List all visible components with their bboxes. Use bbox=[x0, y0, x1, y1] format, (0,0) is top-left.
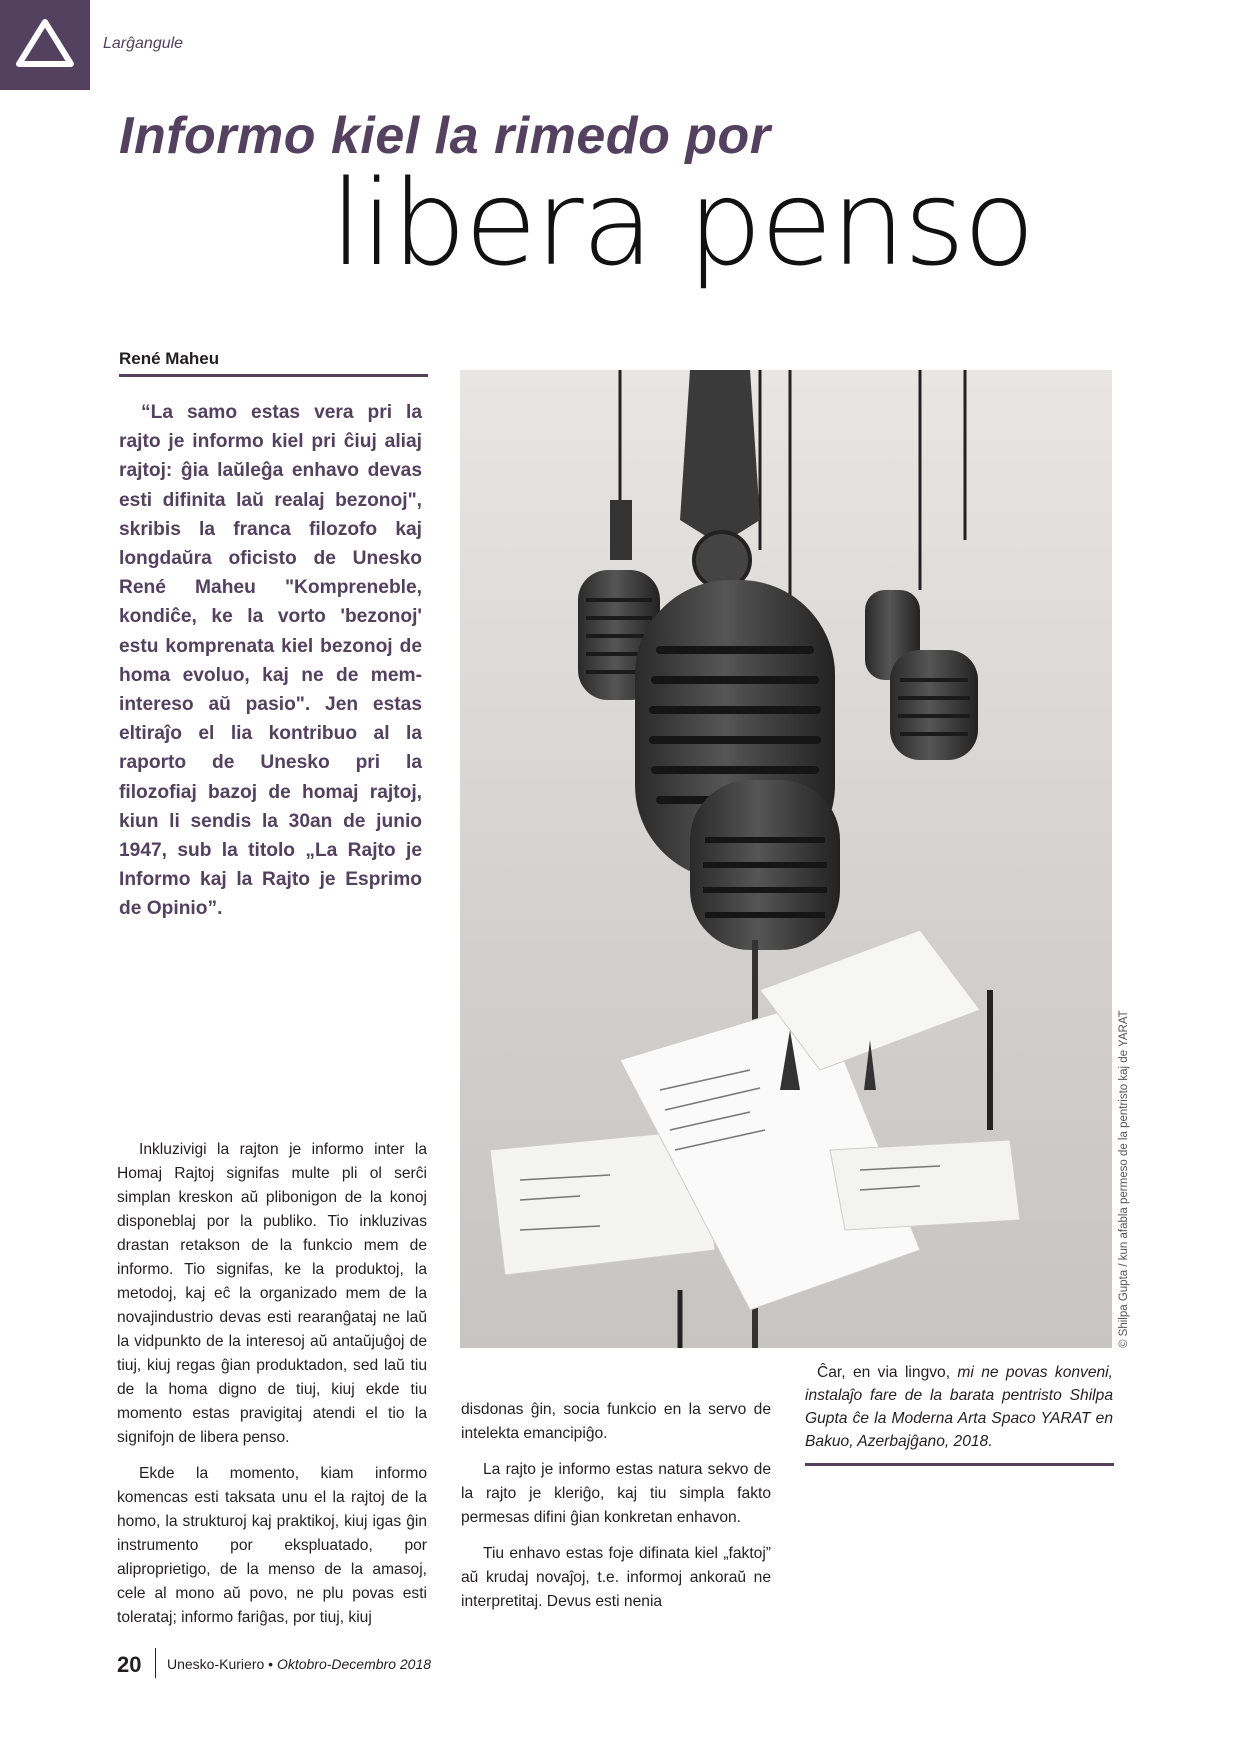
caption-text: mi ne povas konveni, instalaĵo fare de la barata pentristo Shilpa Gupta ĉe la Moderna Arta Spaco YARAT en Bakuo, Azerbajĝano, 2018. bbox=[805, 1364, 1113, 1450]
body-column-middle bbox=[461, 1398, 771, 1626]
author-name: René Maheu bbox=[119, 349, 220, 368]
section-tab bbox=[0, 0, 90, 90]
body-paragraph: disdonas ĝin, socia funkcio en la servo de intelekta emancipiĝo. bbox=[461, 1401, 771, 1442]
page-number: 20 bbox=[117, 1652, 142, 1677]
article-photo bbox=[460, 370, 1112, 1348]
issue-date: Oktobro-Decembro 2018 bbox=[276, 1656, 432, 1672]
triangle-logo-icon bbox=[14, 18, 76, 70]
publication-info bbox=[167, 1656, 431, 1672]
section-label: Larĝangule bbox=[103, 35, 184, 52]
body-paragraph: La rajto je informo estas natura sekvo de la rajto je kleriĝo, kaj tiu simpla fakto permesas difini ĝian konkretan enhavon. bbox=[461, 1461, 771, 1526]
body-paragraph: Tiu enhavo estas foje difinata kiel „faktoj” aŭ krudaj novaĵoj, t.e. informoj ankoraŭ ne interpretitaj. Devus esti nenia bbox=[461, 1545, 771, 1610]
body-paragraph: Inkluzivigi la rajton je informo inter la Homaj Rajtoj signifas multe pli ol serĉi simplan kreskon aŭ plibonigon de la konoj disponeblaj por la publiko. Tio inkluzivas drastan retakson de la funkcio mem de informo. Tio signifas, ke la produktoj, la metodoj, kaj eĉ la organizado mem de la novajindustrio devas esti rearanĝataj ne laŭ la vidpunkto de la interesoj aŭ antaŭjuĝoj de tiuj, kiuj regas ĝian produktadon, sed laŭ tiu de la homa digno de tiuj, kiuj ekde tiu momento estas pravigitaj atendi el tio la signifojn de libera penso. bbox=[117, 1141, 427, 1446]
title-line-1: Informo kiel la rimedo por bbox=[119, 107, 771, 165]
title-line-2: libera penso bbox=[330, 154, 1034, 292]
lead-paragraph: “La samo estas vera pri la rajto je informo kiel pri ĉiuj aliaj rajtoj: ĝia laŭleĝa enhavo devas esti difinita laŭ realaj bezonoj", skribis la franca filozofo kaj longdaŭra oficisto de Unesko René Maheu "Kompreneble, kondiĉe, ke la vorto 'bezonoj' estu komprenata kiel bezonoj de homa evoluo, kaj ne de mem-intereso aŭ pasio". Jen estas eltiraĵo el lia kontribuo al la raporto de Unesko pri la filozofiaj bazoj de homaj rajtoj, kiun li sendis la 30an de junio 1947, sub la titolo „La Rajto je Informo kaj la Rajto je Esprimo de Opinio”. bbox=[119, 402, 422, 920]
body-column-left bbox=[117, 1138, 427, 1642]
photo-caption bbox=[805, 1361, 1113, 1453]
publication-name: Unesko-Kuriero bbox=[167, 1656, 265, 1672]
caption-divider bbox=[805, 1463, 1114, 1466]
caption-prefix: Ĉar, en via lingvo, bbox=[817, 1364, 958, 1381]
photo-credit: © Shilpa Gupta / kun afabla permeso de la pentristo kaj de YARAT bbox=[1118, 1010, 1130, 1348]
body-paragraph: Ekde la momento, kiam informo komencas esti taksata unu el la rajtoj de la homo, la strukturoj kaj praktikoj, kiuj igas ĝin instrumento por ekspluatado, por aliproprietigo, de la menso de la amasoj, cele al mono aŭ povo, ne plu povas esti tolerataj; informo fariĝas, por tiuj, kiuj bbox=[117, 1465, 427, 1626]
footer-divider bbox=[155, 1648, 156, 1678]
footer-separator: • bbox=[264, 1656, 277, 1672]
author-divider bbox=[119, 374, 428, 377]
